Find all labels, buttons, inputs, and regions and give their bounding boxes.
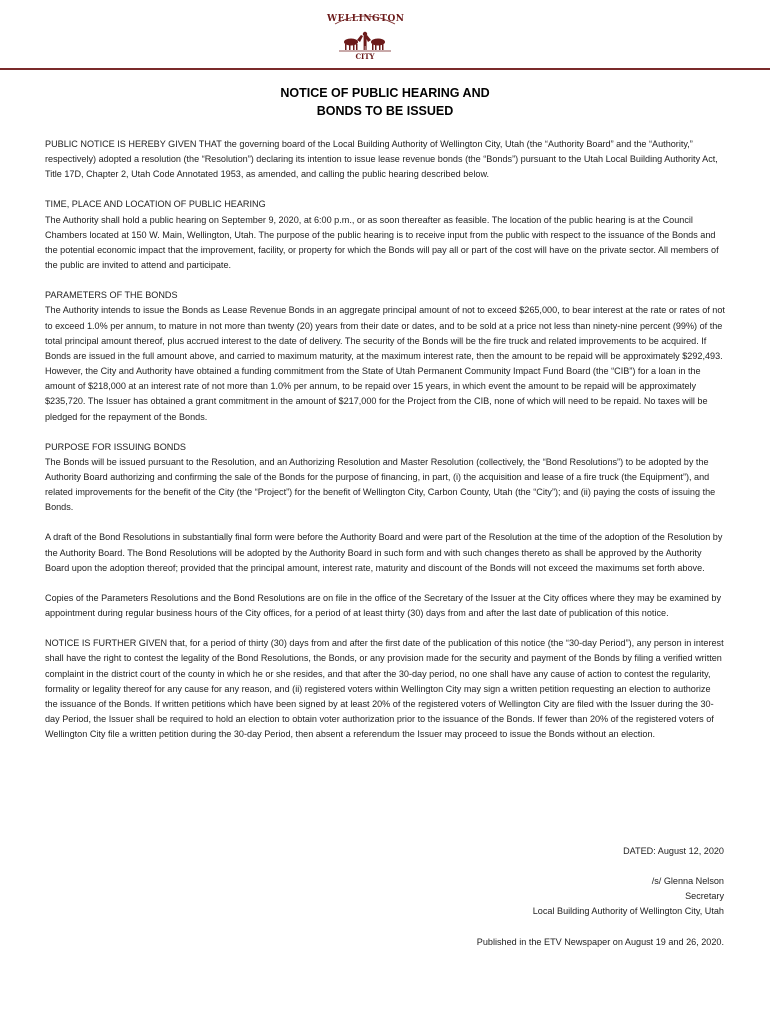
logo-top-text: WELLINGTON [327,14,405,24]
purpose-text: The Bonds will be issued pursuant to the Resolution, and an Authorizing Resolution and Master Resolution (collectively, the “Bond Resolutions”) to be adopted by the Authority Board authorizing and confirming the sale of the Bonds for the purpose of financing, in part, (i) the acquisition and lease of a fire truck (the Equipment”), and related improvements for the benefit of the City (the “Project”) for the benefit of Wellington City, Carbon County, Utah (the “City”); and (ii) paying the costs of issuing the Bonds. [45,456,716,513]
signature-block [477,844,724,950]
wellington-city-logo [327,10,403,66]
parameters-heading: PARAMETERS OF THE BONDS [45,290,178,301]
page-title [0,84,770,120]
draft-paragraph: A draft of the Bond Resolutions in substantially final form were before the Authority Board and were part of the Resolution at the time of the adoption of the Resolution by the Authority Board. The Bond Resolutions will be adopted by the Authority Board in such form and with such changes thereto as shall be approved by the Authority Board upon the adoption thereof; provided that the principal amount, interest rate, maturity and discount of the Bonds will not exceed the maximums set forth above. [45,532,723,573]
signed-name: /s/ Glenna Nelson [651,876,724,887]
purpose-heading: PURPOSE FOR ISSUING BONDS [45,441,186,452]
logo-bottom-text: CITY [355,52,375,61]
intro-paragraph: PUBLIC NOTICE IS HEREBY GIVEN THAT the governing board of the Local Building Authority of Wellington City, Utah (the “Authority Board” and the “Authority,” respectively) adopted a resolution (the “Resolution”) declaring its intention to issue lease revenue bonds (the “Bonds”) pursuant to the Utah Local Building Authority Act, Title 17D, Chapter 2, Utah Code Annotated 1953, as amended, and calling the public hearing described below. [45,139,718,180]
parameters-section [45,288,725,424]
hearing-heading: TIME, PLACE AND LOCATION OF PUBLIC HEARING [45,199,266,210]
further-notice-paragraph: NOTICE IS FURTHER GIVEN that, for a period of thirty (30) days from and after the first date of the publication of this notice (the “30-day Period”), any person in interest shall have the right to contest the legality of the Bond Resolutions, the Bonds, or any provision made for the security and payment of the Bonds by filing a verified written complaint in the district court of the county in which he or she resides, and that after the 30-day period, no one shall have any cause of action to contest the regularity, formality or legality thereof for any cause for any reason, and (ii) registered voters within Wellington City may sign a written petition requesting an election to authorize the issuance of the Bonds. If written petitions which have been signed by at least 20% of the registered voters of Wellington City are filed with the Issuer during the 30-day Period, the Issuer shall be required to hold an election to obtain voter authorization prior to the issuance of the Bonds. If fewer than 20% of the registered voters of Wellington City file a written petition during the 30-day Period, then absent a referendum the Issuer may proceed to issue the Bonds without an election. [45,638,724,740]
signer-organization: Local Building Authority of Wellington City, Utah [532,906,724,917]
hearing-text: The Authority shall hold a public hearing on September 9, 2020, at 6:00 p.m., or as soon thereafter as feasible. The location of the public hearing is at the Council Chambers located at 150 W. Main, Wellington, Utah. The purpose of the public hearing is to receive input from the public with respect to the issuance of the Bonds and the potential economic impact that the improvement, facility, or property for which the Bonds will pay all or part of the cost will have on the private sector. All members of the public are invited to attend and participate. [45,214,719,271]
title-line-2: BONDS TO BE ISSUED [316,104,454,118]
notice-body [45,137,725,757]
purpose-section [45,440,725,516]
copies-paragraph: Copies of the Parameters Resolutions and the Bond Resolutions are on file in the office of the Secretary of the Issuer at the City offices where they may be examined by appointment during regular business hours of the City offices, for a period of at least thirty (30) days from and after the last date of publication of this notice. [45,592,722,619]
publication-line: Published in the ETV Newspaper on August 19 and 26, 2020. [476,936,724,947]
dated-line: DATED: August 12, 2020 [623,846,724,856]
header-divider [0,68,770,70]
title-line-1: NOTICE OF PUBLIC HEARING AND [280,86,490,100]
hearing-section [45,197,725,273]
signer-role: Secretary [685,891,724,902]
parameters-text: The Authority intends to issue the Bonds as Lease Revenue Bonds in an aggregate principal amount of not to exceed $265,000, to bear interest at the rate or rates of not to exceed 1.0% per annum, to mature in not more than twenty (20) years from their date or dates, and to be sold at a price not less than ninety-nine percent (99%) of the total principal amount thereof, plus accrued interest to the date of delivery. The security of the Bonds will be the fire truck and related improvements to be acquired. If Bonds are issued in the full amount above, and carried to maximum maturity, at the maximum interest rate, then the amount to be repaid will be approximately $292,493. However, the City and Authority have obtained a funding commitment from the State of Utah Permanent Community Impact Fund Board (the “CIB”) for a loan in the amount of $218,000 at an interest rate of not more than 1.0% per annum, to be repaid over 15 years, in which event the amount to be repaid will be approximately $235,720. The Issuer has obtained a grant commitment in the amount of $217,000 for the Project from the CIB, none of which will need to be repaid. No taxes will be pledged for the repayment of the Bonds. [45,305,725,422]
